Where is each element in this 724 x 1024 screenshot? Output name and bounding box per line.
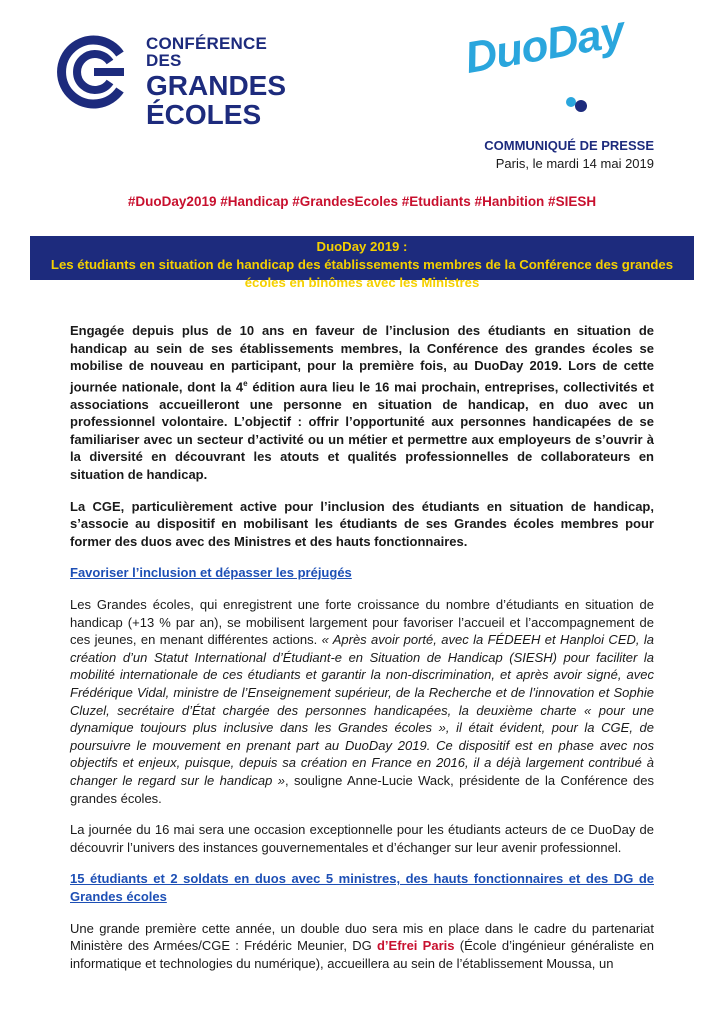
intro-paragraph-1: Engagée depuis plus de 10 ans en faveur de l’inclusion des étudiants en situation de handicap au sein de ses établissements membres, la Conférence des grandes écoles se mobilise de nouveau en participant, pour la première fois, au DuoDay 2019. Lors de cette journée nationale, dont la 4e édition aura lieu le 16 mai prochain, entreprises, collectivités et associations accueilleront une personne en situation de handicap, en duo avec un professionnel volontaire. L’objectif : offrir l’opportunité aux personnes handicapées de se familiariser avec un secteur d’activité ou un métier et permettre aux employeurs de s’ouvrir à la diversité en découvrant les atouts et qualités professionnelles de collaborateurs en situation de handicap. [70,323,654,483]
cge-logo-line2: GRANDES [146,70,287,101]
article-body [70,322,654,986]
quote: « Après avoir porté, avec la FÉDEEH et Hanploi CED, la création d’un Statut International d’Étudiant-e en Situation de Handicap (SIESH) pour faciliter la mobilité internationale de ces étudiants et garantir la non-discrimination, et après avoir signé, avec Frédérique Vidal, ministre de l’Enseignement supérieur, de la Recherche et de l’innovation et Sophie Cluzel, secrétaire d’État chargée des personnes handicapées, la deuxième charte « pour une dynamique toujours plus inclusive dans les Grandes écoles », il était évident, pour la CGE, de poursuivre le mouvement en prenant part au DuoDay 2019. Ce dispositif est en phase avec nos objectifs et enjeux, puisque, depuis sa création en France en 2016, il a déjà largement contribué à changer le regard sur le handicap » [70,632,654,788]
cge-logo-wordmark [146,35,304,129]
title-banner [30,236,694,290]
section2-paragraph-1: Une grande première cette année, un double duo sera mis en place dans le cadre du partenariat Ministère des Armées/CGE : Frédéric Meunier, DG d’Efrei Paris (École d’ingénieur généraliste en informatique et technologies du numérique), accueillera au sein de l’établissement Moussa, un [70,920,654,971]
section1-paragraph-1: Les Grandes écoles, qui enregistrent une forte croissance du nombre d’étudiants en situation de handicap (+13 % par an), se mobilisent largement pour favoriser l’accueil et l’accompagnement de ces jeunes, en menant différentes actions. « Après avoir porté, avec la FÉDEEH et Hanploi CED, la création d’un Statut International d’Étudiant-e en Situation de Handicap (SIESH) pour faciliter la mobilité internationale de ces étudiants et garantir la non-discrimination, et après avoir signé, avec Frédérique Vidal, ministre de l’Enseignement supérieur, de la Recherche et de l’innovation et Sophie Cluzel, secrétaire d’État chargée des personnes handicapées, la deuxième charte « pour une dynamique toujours plus inclusive dans les Grandes écoles », il était évident, pour la CGE, de poursuivre le mouvement en prenant part au DuoDay 2019. Ce dispositif est en phase avec nos objectifs et enjeux, puisque, depuis sa création en France en 2016, il a déjà largement contribué à changer le regard sur le handicap », souligne Anne-Lucie Wack, présidente de la Conférence des grandes écoles. [70,597,654,806]
cge-logo-mark-icon [54,32,134,112]
press-release-label: COMMUNIQUÉ DE PRESSE [484,138,654,153]
section-heading: Favoriser l’inclusion et dépasser les préjugés [70,565,352,581]
press-release-date: Paris, le mardi 14 mai 2019 [495,156,654,171]
banner-title: DuoDay 2019 : [316,239,408,254]
efrei-highlight: d’Efrei Paris [376,938,455,954]
cge-logo-line3: ÉCOLES [146,99,262,130]
duoday-logo-dot-icon [575,100,587,112]
cge-logo [54,32,304,130]
intro-paragraph-2: La CGE, particulièrement active pour l’inclusion des étudiants en situation de handicap, s’associe au dispositif en mobilisant les étudiants de ses Grandes écoles membres pour former des duos avec des Ministres et des hauts fonctionnaires. [70,498,654,549]
duoday-logo [461,6,670,120]
duoday-logo-wordmark: DuoDay [461,6,628,84]
section1-paragraph-2: La journée du 16 mai sera une occasion exceptionnelle pour les étudiants acteurs de ce DuoDay de découvrir l’univers des instances gouvernementales et d’échanger sur leur avenir professionnel. [70,822,654,855]
press-header [484,137,654,173]
section-heading: 15 étudiants et 2 soldats en duos avec 5 ministres, des hauts fonctionnaires et des DG de Grandes écoles [70,871,654,904]
hashtags: #DuoDay2019 #Handicap #GrandesEcoles #Etudiants #Hanbition #SIESH [127,194,597,209]
cge-logo-line1: CONFÉRENCE DES [146,34,268,70]
banner-subtitle: Les étudiants en situation de handicap des établissements membres de la Conférence des grandes écoles en binômes avec les Ministres [50,257,674,290]
